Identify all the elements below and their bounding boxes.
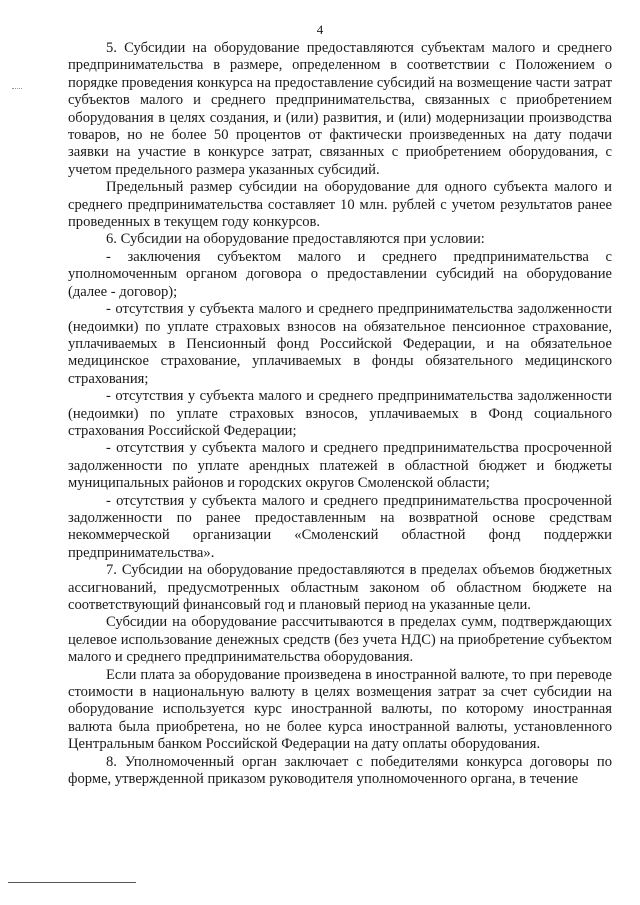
paragraph-7-budget-limits: 7. Субсидии на оборудование предоставляются в пределах объемов бюджетных ассигнований, предусмотренных областным законом об областном бюджете на соответствующий финансовый год и плановый период на указанные цели. — [68, 562, 612, 613]
paragraph-8-contracts: 8. Уполномоченный орган заключает с победителями конкурса договоры по форме, утвержденной приказом руководителя уполномоченного органа, в течение — [68, 753, 612, 788]
margin-mark — [12, 88, 22, 89]
page-number: 4 — [316, 22, 324, 37]
paragraph-5-subsidy-amount: 5. Субсидии на оборудование предоставляются субъектам малого и среднего предпринимательства в размере, определенном в соответствии с Положением о порядке проведения конкурса на предоставление субсидий на возмещение части затрат субъектов малого и среднего предпринимательства, связанных с приобретением оборудования в целях создания, и (или) развития, и (или) модернизации производства товаров, но не более 50 процентов от фактически произведенных на дату подачи заявки на участие в конкурсе затрат, связанных с приобретением оборудования, с учетом предельного размера указанных субсидий. — [68, 40, 612, 178]
condition-contract: - заключения субъектом малого и среднего предпринимательства с уполномоченным органом договора о предоставлении субсидий на оборудование (далее - договор); — [68, 248, 612, 300]
paragraph-6-conditions: 6. Субсидии на оборудование предоставляются при условии: — [106, 231, 485, 248]
condition-social-insurance-debt: - отсутствия у субъекта малого и среднего предпринимательства задолженности (недоимки) по уплате страховых взносов, уплачиваемых в Фонд социального страхования Российской Федерации; — [68, 388, 612, 439]
paragraph-foreign-currency: Если плата за оборудование произведена в иностранной валюте, то при переводе стоимости в национальную валюту в целях возмещения затрат за счет субсидии на оборудование используется курс иностранной валюты, по которому иностранная валюта была приобретена, но не более курса иностранной валюты, установленного Центральным банком Российской Федерации на дату оплаты оборудования. — [68, 666, 612, 753]
condition-fund-debt: - отсутствия у субъекта малого и среднего предпринимательства просроченной задолженности по ранее предоставленным на возвратной основе средствам некоммерческой организации «Смоленский областной фонд поддержки предпринимательства». — [68, 492, 612, 561]
document-body — [68, 40, 612, 788]
paragraph-calculation: Субсидии на оборудование рассчитываются в пределах сумм, подтверждающих целевое использование денежных средств (без учета НДС) на приобретение субъектом малого и среднего предпринимательства оборудования. — [68, 614, 612, 666]
condition-pension-debt: - отсутствия у субъекта малого и среднего предпринимательства задолженности (недоимки) по уплате страховых взносов на обязательное пенсионное страхование, уплачиваемых в Пенсионный фонд Российской Федерации, и на обязательное медицинское страхование, уплачиваемых в фонды обязательного медицинского страхования; — [68, 301, 612, 387]
condition-rent-debt: - отсутствия у субъекта малого и среднего предпринимательства просроченной задолженности по уплате арендных платежей в областной бюджет и бюджеты муниципальных районов и городских округов Смоленской области; — [68, 440, 612, 492]
paragraph-max-subsidy: Предельный размер субсидии на оборудование для одного субъекта малого и среднего предпринимательства составляет 10 млн. рублей с учетом результатов ранее проведенных в текущем году конкурсов. — [68, 179, 612, 231]
footnote-rule — [8, 882, 136, 883]
